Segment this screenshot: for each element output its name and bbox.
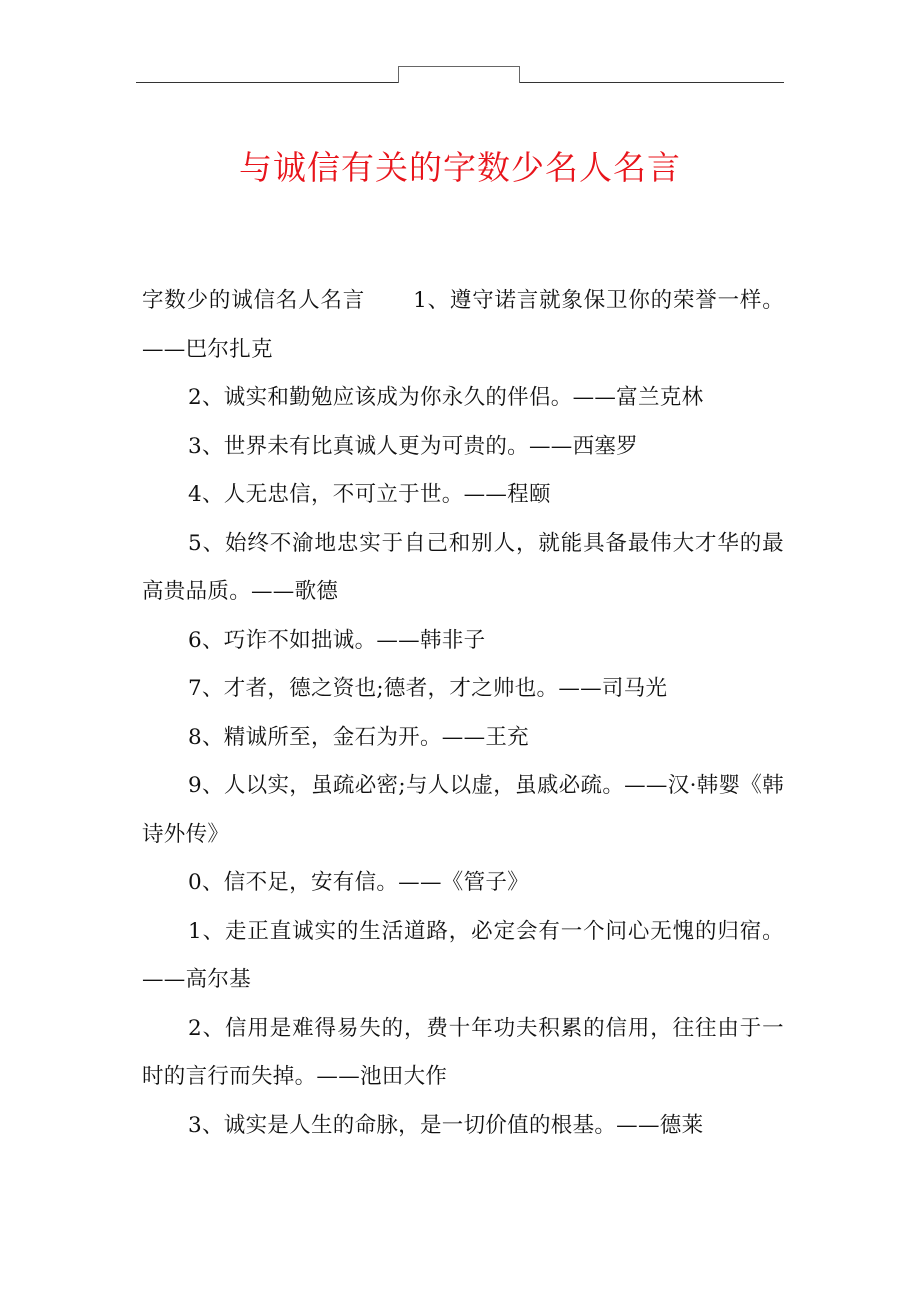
quote-paragraph: 3、世界未有比真诚人更为可贵的。——西塞罗 [188, 433, 638, 459]
quote-paragraph: 0、信不足，安有信。——《管子》 [188, 870, 529, 895]
intro-heading: 字数少的诚信名人名言 [142, 288, 366, 313]
quote-paragraph: 2、诚实和勤勉应该成为你永久的伴侣。——富兰克林 [188, 385, 704, 410]
quote-paragraph: 6、巧诈不如拙诚。——韩非子 [188, 627, 486, 653]
quote-paragraph: 7、才者，德之资也;德者，才之帅也。——司马光 [188, 676, 668, 701]
intro-paragraph [142, 277, 784, 374]
quote-paragraph: 1、走正直诚实的生活道路，必定会有一个问心无愧的归宿。——高尔基 [142, 918, 784, 992]
quote-paragraph: 5、始终不渝地忠实于自己和别人，就能具备最伟大才华的最高贵品质。——歌德 [142, 530, 784, 604]
quote-paragraph: 8、精诚所至，金石为开。——王充 [188, 724, 529, 750]
document-title: 与诚信有关的字数少名人名言 [239, 148, 681, 187]
header-tab-box [398, 66, 520, 83]
quote-paragraph: 9、人以实，虽疏必密;与人以虚，虽戚必疏。——汉·韩婴《韩诗外传》 [142, 773, 784, 847]
quote-paragraph: 4、人无忠信，不可立于世。——程颐 [188, 482, 551, 507]
quote-paragraph: 2、信用是难得易失的，费十年功夫积累的信用，往往由于一时的言行而失掉。——池田大作 [142, 1015, 784, 1089]
document-body [142, 277, 784, 1150]
intro-first-quote: 1、遵守诺言就象保卫你的荣誉一样。——巴尔扎克 [142, 288, 784, 362]
quote-paragraph: 3、诚实是人生的命脉，是一切价值的根基。——德莱 [188, 1112, 704, 1138]
